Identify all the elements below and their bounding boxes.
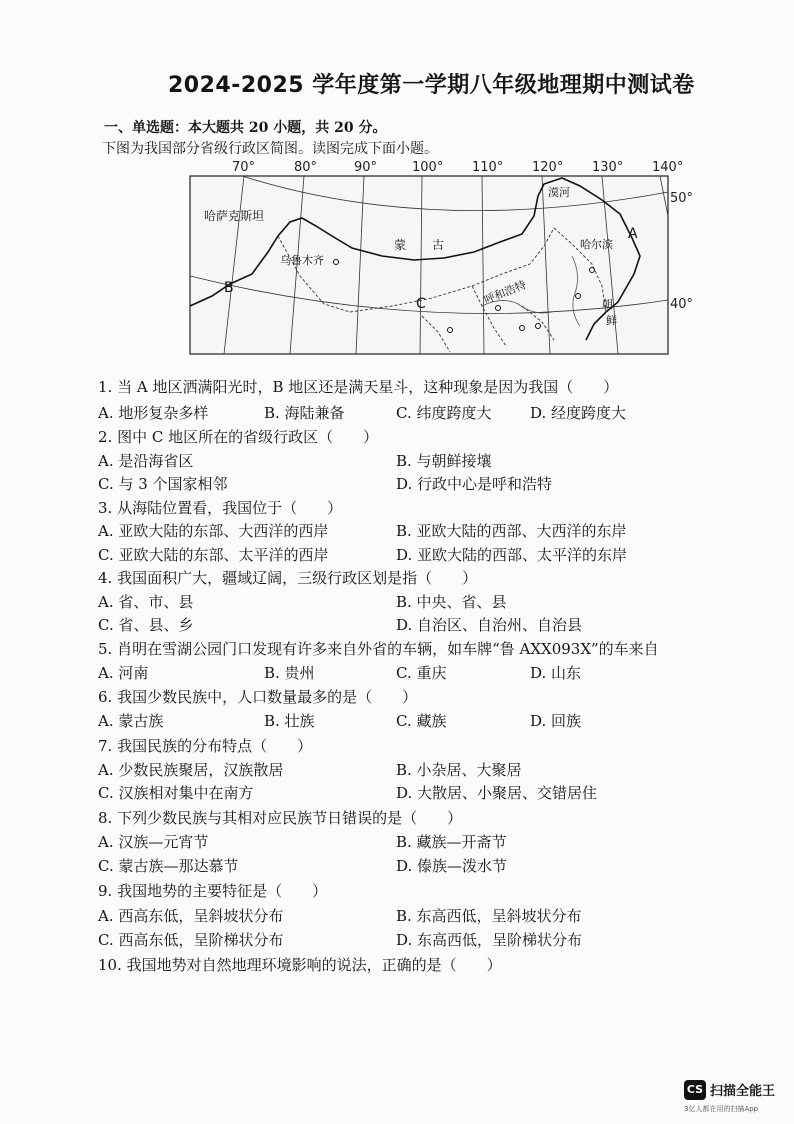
- q1-option-c: C. 纬度跨度大: [396, 404, 492, 422]
- question-1-stem: 1. 当 A 地区洒满阳光时，B 地区还是满天星斗，这种现象是因为我国（ ）: [98, 378, 619, 396]
- lon-label-80: 80°: [294, 160, 318, 175]
- label-urumqi: 乌鲁木齐: [280, 254, 324, 267]
- lon-label-70: 70°: [232, 160, 256, 175]
- q9-option-d: D. 东高西低，呈阶梯状分布: [396, 931, 583, 949]
- q4-option-c: C. 省、县、乡: [98, 616, 194, 634]
- q2-option-c: C. 与 3 个国家相邻: [98, 475, 228, 493]
- label-mohe: 漠河: [548, 186, 570, 199]
- lat-label-50: 50°: [670, 191, 694, 206]
- label-C: C: [416, 296, 426, 312]
- map-intro: 下图为我国部分省级行政区简图。读图完成下面小题。: [102, 141, 438, 157]
- lon-label-110: 110°: [472, 160, 504, 175]
- label-harbin: 哈尔滨: [580, 238, 613, 251]
- question-10-stem: 10. 我国地势对自然地理环境影响的说法，正确的是（ ）: [98, 956, 502, 974]
- section-heading: 一、单选题：本大题共 20 小题，共 20 分。: [104, 120, 387, 136]
- q5-option-a: A. 河南: [98, 664, 149, 682]
- question-6-stem: 6. 我国少数民族中，人口数量最多的是（ ）: [98, 688, 418, 706]
- q1-option-d: D. 经度跨度大: [530, 404, 627, 422]
- label-mongolia-1: 蒙: [394, 238, 407, 252]
- q9-option-c: C. 西高东低，呈阶梯状分布: [98, 931, 284, 949]
- question-5-stem: 5. 肖明在雪湖公园门口发现有许多来自外省的车辆，如车牌“鲁 AXX093X”的车来自: [98, 640, 659, 658]
- q5-option-d: D. 山东: [530, 664, 582, 682]
- q9-option-b: B. 东高西低，呈斜坡状分布: [396, 907, 582, 925]
- label-korea-2: 鲜: [606, 314, 617, 327]
- q5-option-b: B. 贵州: [264, 664, 315, 682]
- province-map: [182, 156, 694, 356]
- q3-option-b: B. 亚欧大陆的西部、大西洋的东岸: [396, 522, 627, 540]
- lon-label-140: 140°: [652, 160, 684, 175]
- q6-option-a: A. 蒙古族: [98, 712, 164, 730]
- q4-option-b: B. 中央、省、县: [396, 593, 507, 611]
- q7-option-c: C. 汉族相对集中在南方: [98, 784, 254, 802]
- q8-option-d: D. 傣族—泼水节: [396, 857, 508, 875]
- question-9-stem: 9. 我国地势的主要特征是（ ）: [98, 882, 328, 900]
- q6-option-d: D. 回族: [530, 712, 582, 730]
- question-4-stem: 4. 我国面积广大，疆域辽阔，三级行政区划是指（ ）: [98, 569, 478, 587]
- q8-option-b: B. 藏族—开斋节: [396, 833, 507, 851]
- q6-option-b: B. 壮族: [264, 712, 315, 730]
- q4-option-d: D. 自治区、自治州、自治县: [396, 616, 583, 634]
- label-B: B: [224, 280, 234, 296]
- label-kazakhstan: 哈萨克斯坦: [204, 209, 265, 223]
- question-3-stem: 3. 从海陆位置看，我国位于（ ）: [98, 499, 343, 517]
- q1-option-b: B. 海陆兼备: [264, 404, 345, 422]
- q1-option-a: A. 地形复杂多样: [98, 404, 209, 422]
- q8-option-a: A. 汉族—元宵节: [98, 833, 209, 851]
- watermark-name: 扫描全能王: [710, 1084, 776, 1099]
- label-korea-1: 朝: [602, 298, 613, 311]
- lon-label-130: 130°: [592, 160, 624, 175]
- q9-option-a: A. 西高东低，呈斜坡状分布: [98, 907, 284, 925]
- q7-option-b: B. 小杂居、大聚居: [396, 761, 522, 779]
- label-hohhot: 呼和浩特: [482, 278, 528, 307]
- label-A: A: [628, 226, 638, 242]
- q2-option-a: A. 是沿海省区: [98, 452, 194, 470]
- question-7-stem: 7. 我国民族的分布特点（ ）: [98, 737, 313, 755]
- q6-option-c: C. 藏族: [396, 712, 447, 730]
- watermark-subtitle: 3亿人都在用的扫描App: [684, 1105, 759, 1113]
- q5-option-c: C. 重庆: [396, 664, 447, 682]
- lon-label-120: 120°: [532, 160, 564, 175]
- lon-label-100: 100°: [412, 160, 444, 175]
- lon-label-90: 90°: [354, 160, 378, 175]
- camscanner-icon: CS: [684, 1080, 706, 1100]
- q7-option-a: A. 少数民族聚居，汉族散居: [98, 761, 284, 779]
- q7-option-d: D. 大散居、小聚居、交错居住: [396, 784, 598, 802]
- q3-option-a: A. 亚欧大陆的东部、大西洋的西岸: [98, 522, 329, 540]
- q3-option-c: C. 亚欧大陆的东部、太平洋的西岸: [98, 546, 329, 564]
- exam-title: 2024-2025 学年度第一学期八年级地理期中测试卷: [168, 73, 695, 98]
- q2-option-b: B. 与朝鲜接壤: [396, 452, 492, 470]
- question-8-stem: 8. 下列少数民族与其相对应民族节日错误的是（ ）: [98, 809, 463, 827]
- question-2-stem: 2. 图中 C 地区所在的省级行政区（ ）: [98, 428, 379, 446]
- q2-option-d: D. 行政中心是呼和浩特: [396, 475, 553, 493]
- q8-option-c: C. 蒙古族—那达慕节: [98, 857, 239, 875]
- q4-option-a: A. 省、市、县: [98, 593, 194, 611]
- label-mongolia-2: 古: [432, 238, 445, 252]
- lat-label-40: 40°: [670, 297, 694, 312]
- q3-option-d: D. 亚欧大陆的西部、太平洋的东岸: [396, 546, 628, 564]
